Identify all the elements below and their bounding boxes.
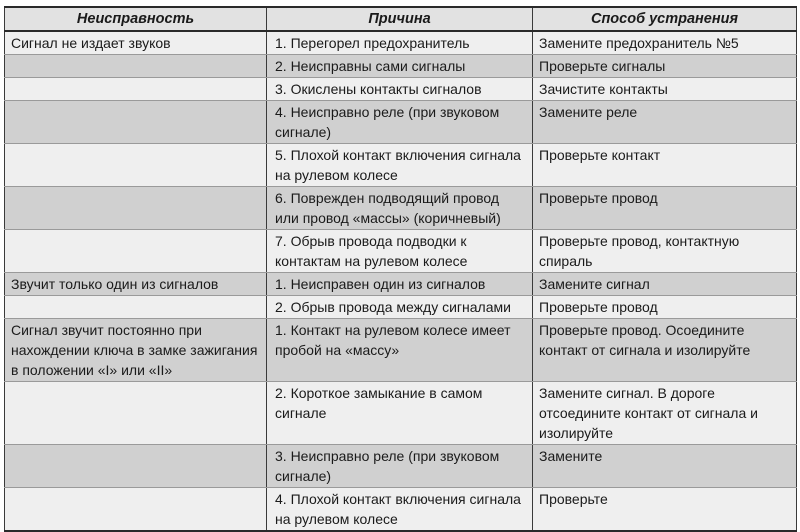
fault-cell bbox=[5, 187, 267, 230]
cause-cell: 5. Плохой контакт включения сигнала на рулевом колесе bbox=[267, 144, 533, 187]
table-row bbox=[5, 230, 797, 273]
header-fault: Неисправность bbox=[5, 7, 267, 31]
cause-cell: 1. Контакт на рулевом колесе имеет пробой на «массу» bbox=[267, 319, 533, 382]
cause-cell: 4. Неисправно реле (при звуковом сигнале) bbox=[267, 101, 533, 144]
cause-cell: 4. Плохой контакт включения сигнала на рулевом колесе bbox=[267, 488, 533, 532]
fix-cell: Проверьте провод. Осоедините контакт от сигнала и изолируйте bbox=[533, 319, 797, 382]
fault-cell bbox=[5, 55, 267, 78]
table-row bbox=[5, 273, 797, 296]
fault-cell bbox=[5, 101, 267, 144]
fault-cell bbox=[5, 230, 267, 273]
cause-cell: 6. Поврежден подводящий провод или провод «массы» (коричневый) bbox=[267, 187, 533, 230]
header-row bbox=[5, 7, 797, 31]
table-row bbox=[5, 445, 797, 488]
cause-cell: 3. Окислены контакты сигналов bbox=[267, 78, 533, 101]
cause-cell: 7. Обрыв провода подводки к контактам на рулевом колесе bbox=[267, 230, 533, 273]
fix-cell: Проверьте провод, контактную спираль bbox=[533, 230, 797, 273]
table-row bbox=[5, 187, 797, 230]
table-row bbox=[5, 488, 797, 532]
cause-cell: 1. Неисправен один из сигналов bbox=[267, 273, 533, 296]
fault-cell bbox=[5, 78, 267, 101]
table-row bbox=[5, 296, 797, 319]
fix-cell: Проверьте провод bbox=[533, 187, 797, 230]
table-row bbox=[5, 101, 797, 144]
table-row bbox=[5, 55, 797, 78]
header-cause: Причина bbox=[267, 7, 533, 31]
fault-cell bbox=[5, 488, 267, 532]
table-row bbox=[5, 78, 797, 101]
fix-cell: Замените сигнал. В дороге отсоедините контакт от сигнала и изолируйте bbox=[533, 382, 797, 445]
fix-cell: Зачистите контакты bbox=[533, 78, 797, 101]
fix-cell: Проверьте контакт bbox=[533, 144, 797, 187]
fix-cell: Замените реле bbox=[533, 101, 797, 144]
fault-table bbox=[4, 6, 797, 532]
cause-cell: 2. Обрыв провода между сигналами bbox=[267, 296, 533, 319]
fault-cell: Сигнал не издает звуков bbox=[5, 31, 267, 55]
table-body bbox=[5, 31, 797, 531]
table-row bbox=[5, 382, 797, 445]
fix-cell: Проверьте сигналы bbox=[533, 55, 797, 78]
fault-cell: Звучит только один из сигналов bbox=[5, 273, 267, 296]
cause-cell: 1. Перегорел предохранитель bbox=[267, 31, 533, 55]
fault-cell bbox=[5, 296, 267, 319]
cause-cell: 2. Короткое замыкание в самом сигнале bbox=[267, 382, 533, 445]
table-header bbox=[5, 7, 797, 31]
table-row bbox=[5, 31, 797, 55]
fix-cell: Замените bbox=[533, 445, 797, 488]
table-row bbox=[5, 144, 797, 187]
fault-cell bbox=[5, 445, 267, 488]
cause-cell: 3. Неисправно реле (при звуковом сигнале) bbox=[267, 445, 533, 488]
fix-cell: Проверьте bbox=[533, 488, 797, 532]
fault-cell: Сигнал звучит постоянно при нахождении ключа в замке зажигания в положении «I» или «II» bbox=[5, 319, 267, 382]
fix-cell: Замените сигнал bbox=[533, 273, 797, 296]
fix-cell: Замените предохранитель №5 bbox=[533, 31, 797, 55]
fix-cell: Проверьте провод bbox=[533, 296, 797, 319]
table-row bbox=[5, 319, 797, 382]
fault-cell bbox=[5, 382, 267, 445]
cause-cell: 2. Неисправны сами сигналы bbox=[267, 55, 533, 78]
fault-cell bbox=[5, 144, 267, 187]
header-fix: Способ устранения bbox=[533, 7, 797, 31]
